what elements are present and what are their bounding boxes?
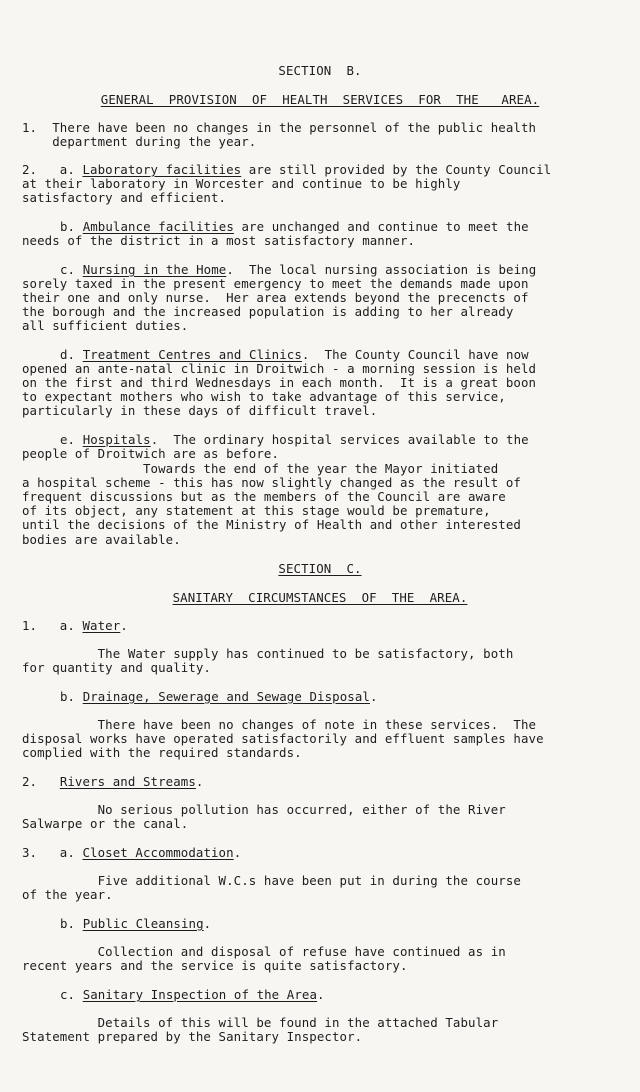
section-c-heading: SECTION C. xyxy=(278,561,362,576)
b-item2d-first: d. Treatment Centres and Clinics. The County Council have now xyxy=(60,347,529,362)
b-item2a-line: satisfactory and efficient. xyxy=(22,190,227,205)
c-item3c-line: Details of this will be found in the attached Tabular xyxy=(22,1015,499,1030)
c-item3a-line: Five additional W.C.s have been put in during the course xyxy=(22,873,521,888)
b-item2e-first: e. Hospitals. The ordinary hospital services available to the xyxy=(60,432,529,447)
b-item2c-line: all sufficient duties. xyxy=(22,318,189,333)
b-item2a-line: at their laboratory in Worcester and continue to be highly xyxy=(22,176,461,191)
c-item2-line: Salwarpe or the canal. xyxy=(22,816,189,831)
c-item3a-line: of the year. xyxy=(22,887,113,902)
b-item2d-title: Treatment Centres and Clinics xyxy=(82,347,302,362)
b-item2e-line: a hospital scheme - this has now slightly changed as the result of xyxy=(22,475,521,490)
b-item2e-line: people of Droitwich are as before. xyxy=(22,446,280,461)
b-item2d-line: particularly in these days of difficult travel. xyxy=(22,403,378,418)
c-item3b-line: Collection and disposal of refuse have continued as in xyxy=(22,944,506,959)
c-item1a-title: Water xyxy=(82,618,121,633)
b-item2d-line: opened an ante-natal clinic in Droitwich - a morning session is held xyxy=(22,361,537,376)
c-item3c-title: Sanitary Inspection of the Area xyxy=(82,987,318,1002)
c-item1b-title: Drainage, Sewerage and Sewage Disposal xyxy=(82,689,370,704)
section-b-subheading: GENERAL PROVISION OF HEALTH SERVICES FOR THE AREA. xyxy=(100,92,540,107)
c-item1b-line: There have been no changes of note in these services. The xyxy=(22,717,537,732)
b-item2e-line: frequent discussions but as the members of the Council are aware xyxy=(22,489,506,504)
b-item2b-line: needs of the district in a most satisfactory manner. xyxy=(22,233,416,248)
b-item2b-title: Ambulance facilities xyxy=(82,219,234,234)
b-item2e-line: bodies are available. xyxy=(22,532,181,547)
b-item2a-title: Laboratory facilities xyxy=(82,162,242,177)
c-item3c-line: Statement prepared by the Sanitary Inspector. xyxy=(22,1029,363,1044)
c-item2-title: Rivers and Streams xyxy=(59,774,196,789)
c-item1b-line: complied with the required standards. xyxy=(22,745,302,760)
b-item2d-line: to expectant mothers who wish to take advantage of this service, xyxy=(22,389,506,404)
b-item2a-first: 2. a. Laboratory facilities are still provided by the County Council xyxy=(22,162,552,177)
c-item3c-first: c. Sanitary Inspection of the Area. xyxy=(60,987,325,1002)
c-item2-first: 2. Rivers and Streams. xyxy=(22,774,204,789)
c-item3b-first: b. Public Cleansing. xyxy=(60,916,212,931)
b-item1-line2: department during the year. xyxy=(22,134,257,149)
b-item2e-line: Towards the end of the year the Mayor initiated xyxy=(22,461,499,476)
section-c-subheading: SANITARY CIRCUMSTANCES OF THE AREA. xyxy=(172,590,468,605)
c-item1a-line: The Water supply has continued to be satisfactory, both xyxy=(22,646,514,661)
b-item2d-line: on the first and third Wednesdays in each month. It is a great boon xyxy=(22,375,537,390)
b-item2c-line: the borough and the increased population is adding to her already xyxy=(22,304,514,319)
c-item1b-first: b. Drainage, Sewerage and Sewage Disposal. xyxy=(60,689,378,704)
c-item1b-line: disposal works have operated satisfactorily and effluent samples have xyxy=(22,731,544,746)
b-item2c-line: sorely taxed in the present emergency to meet the demands made upon xyxy=(22,276,529,291)
b-item1-line1: 1. There have been no changes in the personnel of the public health xyxy=(22,120,537,135)
c-item1a-line: for quantity and quality. xyxy=(22,660,211,675)
b-item2b-first: b. Ambulance facilities are unchanged and continue to meet the xyxy=(60,219,529,234)
c-item3a-first: 3. a. Closet Accommodation. xyxy=(22,845,242,860)
c-item1a-first: 1. a. Water. xyxy=(22,618,128,633)
b-item2c-first: c. Nursing in the Home. The local nursing association is being xyxy=(60,262,537,277)
b-item2c-line: their one and only nurse. Her area extends beyond the precencts of xyxy=(22,290,529,305)
c-item2-line: No serious pollution has occurred, either of the River xyxy=(22,802,506,817)
b-item2e-line: until the decisions of the Ministry of Health and other interested xyxy=(22,517,521,532)
b-item2e-line: of its object, any statement at this stage would be premature, xyxy=(22,503,491,518)
b-item2c-title: Nursing in the Home xyxy=(82,262,227,277)
c-item3a-title: Closet Accommodation xyxy=(82,845,234,860)
b-item2e-title: Hospitals xyxy=(82,432,151,447)
c-item3b-title: Public Cleansing xyxy=(82,916,204,931)
section-b-heading: SECTION B. xyxy=(278,63,362,78)
c-item3b-line: recent years and the service is quite satisfactory. xyxy=(22,958,408,973)
